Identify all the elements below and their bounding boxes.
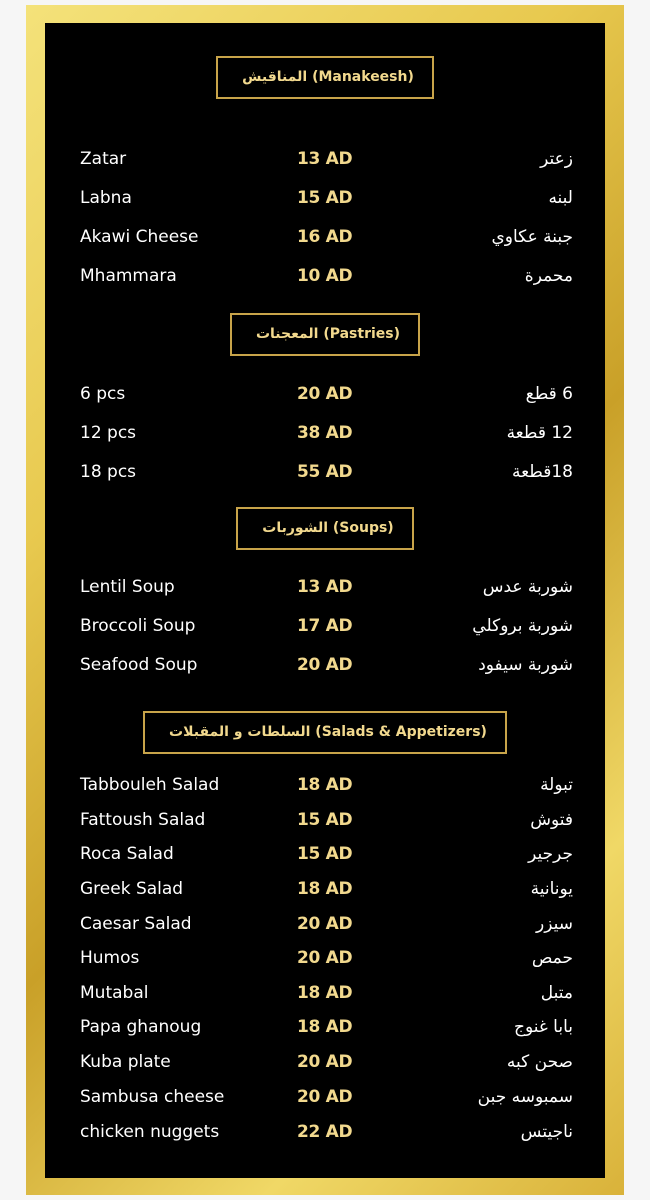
item-name-ar: بابا غنوج xyxy=(513,1017,573,1037)
item-name-ar: فتوش xyxy=(530,810,573,830)
section-title-box xyxy=(230,313,420,356)
item-name-en: Zatar xyxy=(80,149,127,169)
section-title-box xyxy=(216,56,434,99)
menu-item xyxy=(45,227,605,253)
item-name-en: chicken nuggets xyxy=(80,1122,220,1142)
section-title-box xyxy=(236,507,413,550)
item-name-en: 6 pcs xyxy=(80,384,126,404)
item-name-en: Broccoli Soup xyxy=(80,616,196,636)
menu-item xyxy=(45,879,605,905)
item-name-en: Caesar Salad xyxy=(80,914,192,934)
section-title-en: (Salads & Appetizers) xyxy=(315,724,487,740)
item-name-en: Mhammara xyxy=(80,266,177,286)
item-name-ar: 6 قطع xyxy=(525,384,573,404)
item-name-ar: متبل xyxy=(540,983,573,1003)
item-name-ar: سمبوسه جبن xyxy=(477,1087,573,1107)
section-title-ar: المناقيش xyxy=(242,69,308,85)
menu-board xyxy=(45,23,605,1178)
item-name-ar: 12 قطعة xyxy=(506,423,573,443)
item-name-en: Lentil Soup xyxy=(80,577,175,597)
section-header-salads xyxy=(45,711,605,754)
item-price: 15 AD xyxy=(297,188,353,208)
item-name-ar: صحن كبه xyxy=(506,1052,573,1072)
menu-item xyxy=(45,775,605,801)
item-name-ar: 18قطعة xyxy=(511,462,573,482)
item-name-ar: لبنه xyxy=(548,188,573,208)
section-title-box xyxy=(143,711,507,754)
item-price: 20 AD xyxy=(297,384,353,404)
item-price: 18 AD xyxy=(297,775,353,795)
item-name-ar: محمرة xyxy=(524,266,573,286)
item-name-en: Mutabal xyxy=(80,983,149,1003)
item-price: 13 AD xyxy=(297,577,353,597)
item-price: 38 AD xyxy=(297,423,353,443)
item-price: 17 AD xyxy=(297,616,353,636)
item-name-en: Labna xyxy=(80,188,132,208)
menu-item xyxy=(45,1122,605,1148)
menu-item xyxy=(45,616,605,642)
section-title-en: (Pastries) xyxy=(323,326,401,342)
section-title-en: (Soups) xyxy=(332,520,394,536)
section-title-ar: السلطات و المقبلات xyxy=(169,724,311,740)
item-name-ar: سيزر xyxy=(536,914,573,934)
item-name-ar: شوربة بروكلي xyxy=(472,616,573,636)
item-price: 13 AD xyxy=(297,149,353,169)
item-name-ar: يونانية xyxy=(530,879,573,899)
item-name-ar: حمص xyxy=(531,948,573,968)
menu-item xyxy=(45,844,605,870)
item-name-ar: شوربة عدس xyxy=(482,577,573,597)
menu-item xyxy=(45,423,605,449)
section-header-manakeesh xyxy=(45,56,605,99)
menu-item xyxy=(45,1052,605,1078)
menu-item xyxy=(45,1087,605,1113)
item-name-en: Papa ghanoug xyxy=(80,1017,202,1037)
item-price: 15 AD xyxy=(297,844,353,864)
item-name-en: Kuba plate xyxy=(80,1052,171,1072)
item-price: 18 AD xyxy=(297,1017,353,1037)
item-price: 20 AD xyxy=(297,1087,353,1107)
item-name-en: Greek Salad xyxy=(80,879,184,899)
menu-item xyxy=(45,384,605,410)
item-name-en: Humos xyxy=(80,948,140,968)
item-name-ar: جبنة عكاوي xyxy=(491,227,573,247)
item-name-ar: تبولة xyxy=(540,775,573,795)
menu-item xyxy=(45,577,605,603)
item-price: 20 AD xyxy=(297,914,353,934)
item-price: 20 AD xyxy=(297,948,353,968)
menu-item xyxy=(45,914,605,940)
item-name-en: 18 pcs xyxy=(80,462,137,482)
item-name-ar: جرجير xyxy=(528,844,573,864)
section-title-ar: المعجنات xyxy=(255,326,319,342)
section-header-pastries xyxy=(45,313,605,356)
item-price: 18 AD xyxy=(297,879,353,899)
item-price: 55 AD xyxy=(297,462,353,482)
item-price: 22 AD xyxy=(297,1122,353,1142)
item-name-ar: زعتر xyxy=(540,149,573,169)
item-name-en: 12 pcs xyxy=(80,423,137,443)
item-name-en: Akawi Cheese xyxy=(80,227,199,247)
item-price: 15 AD xyxy=(297,810,353,830)
item-price: 18 AD xyxy=(297,983,353,1003)
section-header-soups xyxy=(45,507,605,550)
item-price: 20 AD xyxy=(297,1052,353,1072)
item-price: 20 AD xyxy=(297,655,353,675)
menu-item xyxy=(45,983,605,1009)
menu-item xyxy=(45,149,605,175)
item-name-ar: ناجيتس xyxy=(520,1122,573,1142)
item-name-en: Tabbouleh Salad xyxy=(80,775,220,795)
menu-item xyxy=(45,266,605,292)
item-name-ar: شوربة سيفود xyxy=(478,655,573,675)
menu-item xyxy=(45,1017,605,1043)
item-name-en: Seafood Soup xyxy=(80,655,198,675)
menu-item xyxy=(45,188,605,214)
item-name-en: Roca Salad xyxy=(80,844,174,864)
section-title-en: (Manakeesh) xyxy=(312,69,414,85)
item-price: 10 AD xyxy=(297,266,353,286)
menu-item xyxy=(45,948,605,974)
menu-item xyxy=(45,462,605,488)
item-name-en: Fattoush Salad xyxy=(80,810,206,830)
menu-item xyxy=(45,810,605,836)
menu-item xyxy=(45,655,605,681)
item-name-en: Sambusa cheese xyxy=(80,1087,225,1107)
section-title-ar: الشوربات xyxy=(262,520,329,536)
item-price: 16 AD xyxy=(297,227,353,247)
